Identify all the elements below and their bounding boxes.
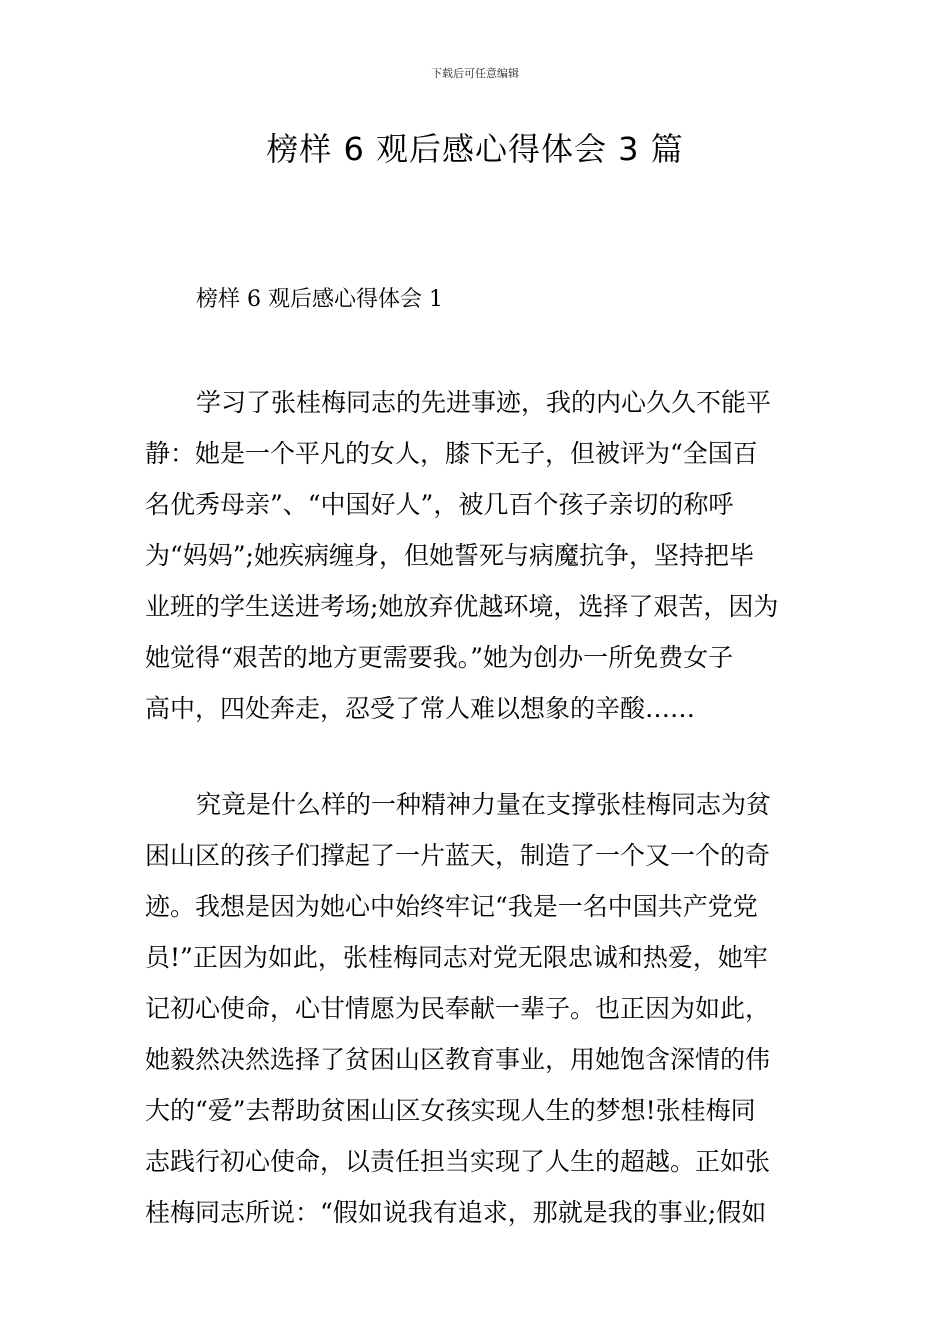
paragraph-line: 桂梅同志所说：“假如说我有追求，那就是我的事业;假如 <box>145 1198 767 1227</box>
paragraph-line: 业班的学生送进考场;她放弃优越环境，选择了艰苦，因为 <box>145 592 779 621</box>
paragraph-line: 员!”正因为如此，张桂梅同志对党无限忠诚和热爱，她牢 <box>145 943 768 972</box>
paragraph <box>145 779 809 1238</box>
paragraph-line: 志践行初心使命，以责任担当实现了人生的超越。正如张 <box>145 1147 771 1176</box>
document-title: 榜样 6 观后感心得体会 3 篇 <box>266 130 684 168</box>
paragraph-line: 静：她是一个平凡的女人，膝下无子，但被评为“全国百 <box>145 439 758 468</box>
paragraph <box>145 377 809 734</box>
paragraph-line: 记初心使命，心甘情愿为民奉献一辈子。也正因为如此， <box>145 994 771 1023</box>
paragraph-line: 学习了张桂梅同志的先进事迹，我的内心久久不能平 <box>196 388 772 417</box>
paragraph-line: 大的“爱”去帮助贫困山区女孩实现人生的梦想!张桂梅同 <box>145 1096 756 1125</box>
section-heading: 榜样 6 观后感心得体会 1 <box>196 287 443 312</box>
paragraph-line: 她毅然决然选择了贫困山区教育事业，用她饱含深情的伟 <box>145 1045 771 1074</box>
paragraph-line: 高中，四处奔走，忍受了常人难以想象的辛酸…… <box>145 694 696 723</box>
paragraph-line: 她觉得“艰苦的地方更需要我。”她为创办一所免费女子 <box>145 643 734 672</box>
paragraph-line: 为“妈妈”;她疾病缠身，但她誓死与病魔抗争，坚持把毕 <box>145 541 754 570</box>
paragraph-line: 名优秀母亲”、“中国好人”，被几百个孩子亲切的称呼 <box>145 490 734 519</box>
paragraph-line: 究竟是什么样的一种精神力量在支撑张桂梅同志为贫 <box>196 790 772 819</box>
paragraph-line: 迹。我想是因为她心中始终牢记“我是一名中国共产党党 <box>145 892 758 921</box>
paragraph-line: 困山区的孩子们撑起了一片蓝天，制造了一个又一个的奇 <box>145 841 771 870</box>
header-note: 下载后可任意编辑 <box>431 67 519 80</box>
